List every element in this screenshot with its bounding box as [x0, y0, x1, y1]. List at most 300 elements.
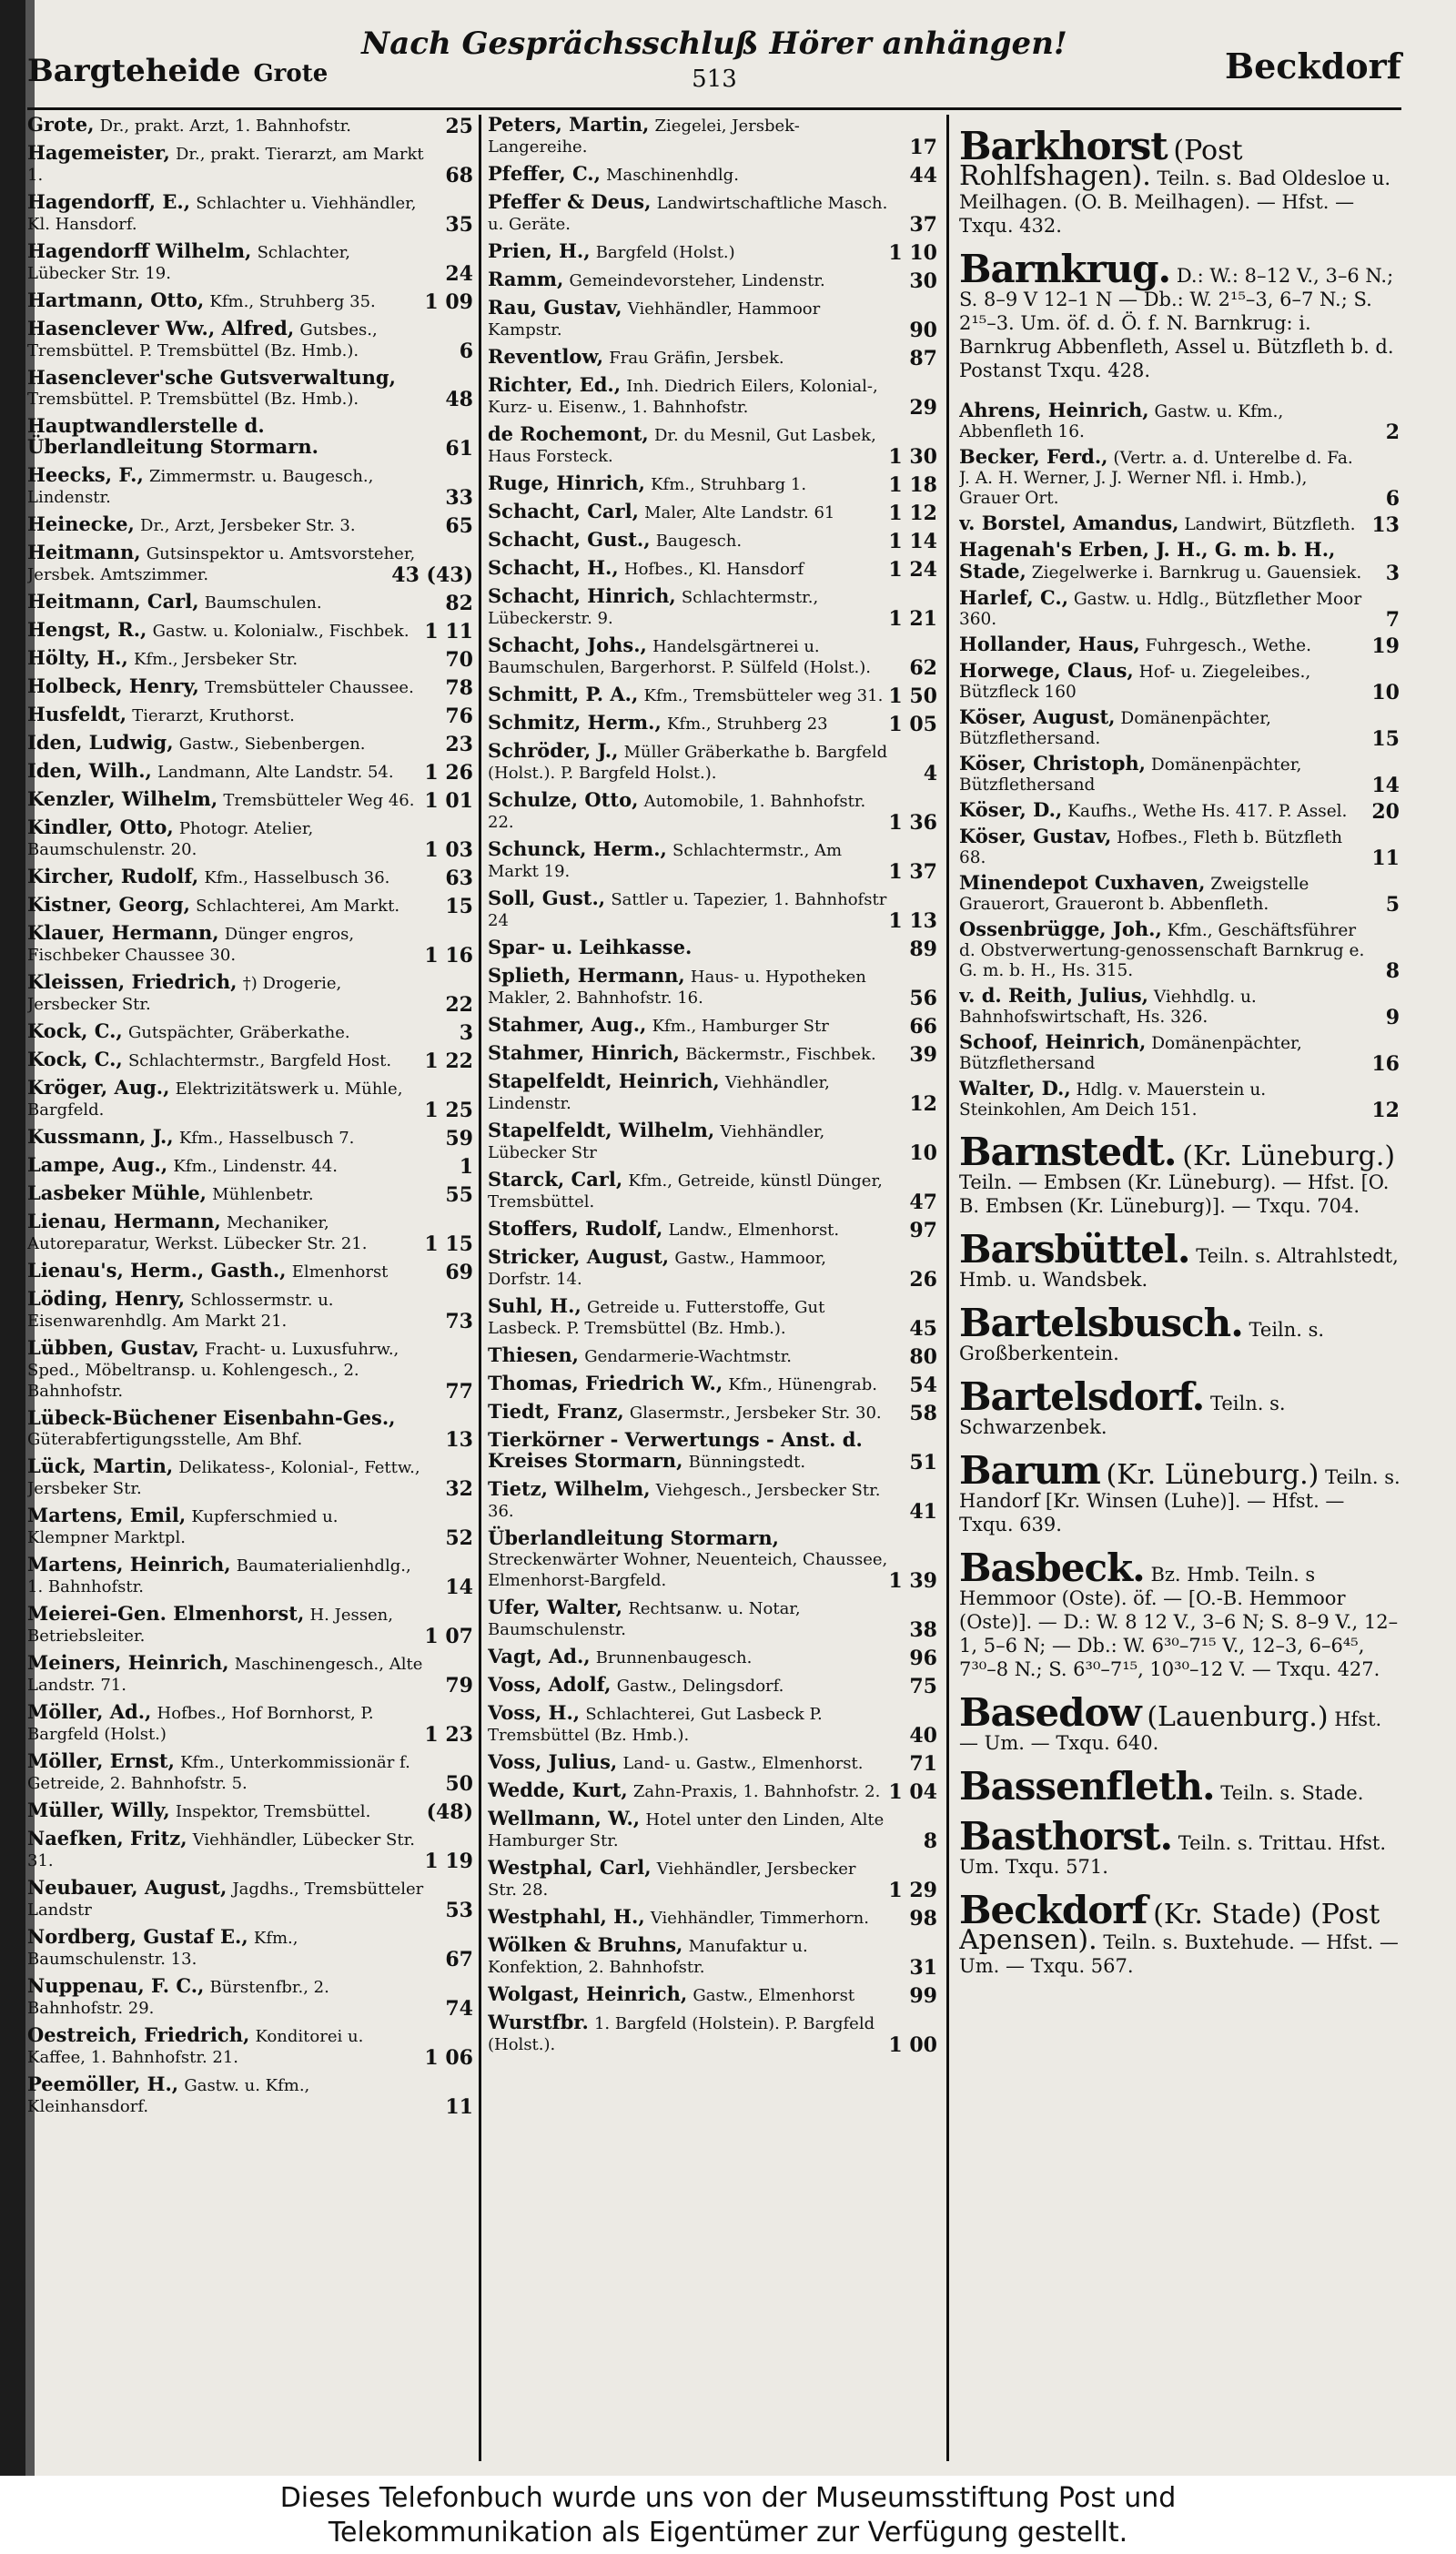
place-name: Basedow	[959, 1690, 1141, 1735]
footer-line-2: Telekommunikation als Eigentümer zur Verfügung gestellt.	[328, 2517, 1128, 2549]
phone-number: 50	[445, 1772, 473, 1796]
listing-name: Ramm,	[488, 268, 564, 290]
listing-details: Landw., Elmenhorst.	[668, 1221, 840, 1240]
phone-number: 17	[909, 136, 937, 159]
phone-number: 44	[909, 164, 937, 187]
phone-number: 1 26	[424, 761, 473, 785]
listing-details: Mühlenbetr.	[212, 1185, 314, 1204]
phone-number: 40	[909, 1724, 937, 1748]
phone-number: 11	[1371, 846, 1400, 870]
phone-number: 87	[909, 347, 937, 370]
listing-details: Mechaniker, Autoreparatur, Werkst. Lübecker Str. 21.	[27, 1213, 368, 1253]
listing-entry	[488, 1479, 939, 1522]
listing-name: Schacht, H.,	[488, 556, 619, 579]
listing-details: Kfm., Hünengrab.	[728, 1375, 877, 1394]
listing-name: Lübben, Gustav,	[27, 1336, 199, 1359]
listing-entry	[959, 919, 1401, 981]
listing-details: (Vertr. a. d. Unterelbe d. Fa. J. A. H. Werner, J. J. Werner Nfl. i. Hmb.), Grauer Ort.	[959, 449, 1353, 508]
phone-number: 22	[445, 993, 473, 1017]
phone-number: 24	[445, 262, 473, 286]
listing-details: Bürstenfbr., 2. Bahnhofstr. 29.	[27, 1978, 329, 2018]
listing-name: Wedde, Kurt,	[488, 1779, 628, 1801]
listing-entry	[488, 2012, 939, 2055]
listing-entry	[27, 465, 475, 508]
listing-name: Klauer, Hermann,	[27, 921, 219, 944]
place-name: Barkhorst	[959, 124, 1168, 168]
phone-number: 73	[445, 1310, 473, 1333]
phone-number: 1 03	[424, 838, 473, 862]
listing-name: Köser, August,	[959, 705, 1116, 728]
listing-entry	[27, 895, 475, 917]
listing-name: Pfeffer & Deus,	[488, 190, 652, 213]
phone-number: 3	[459, 1021, 473, 1045]
listing-entry	[27, 592, 475, 613]
phone-number: 1 39	[888, 1569, 937, 1593]
place-heading	[959, 1764, 1401, 1809]
listing-details: Kfm., Hamburger Str	[652, 1017, 829, 1036]
phone-number: 67	[445, 1948, 473, 1971]
listing-details: Kfm., Struhbarg 1.	[651, 475, 807, 494]
phone-number: 1 23	[424, 1723, 473, 1747]
listing-entry	[27, 1751, 475, 1794]
listing-entry	[27, 416, 475, 459]
phone-number: 1 19	[424, 1850, 473, 1873]
phone-number: 1 09	[424, 290, 473, 314]
place-qualifier: (Kr. Stade) (Post Apensen).	[959, 1899, 1380, 1956]
listing-name: Vagt, Ad.,	[488, 1645, 591, 1667]
listing-name: Ruge, Hinrich,	[488, 471, 645, 494]
listing-entry	[959, 1079, 1401, 1120]
listing-entry	[27, 1408, 475, 1450]
phone-number: 1 50	[888, 684, 937, 708]
phone-number: 54	[909, 1373, 937, 1397]
phone-number: 1 21	[888, 607, 937, 631]
listing-name: Becker, Ferd.,	[959, 445, 1108, 468]
listing-details: Gutspächter, Gräberkathe.	[127, 1023, 350, 1042]
listing-name: Hauptwandlerstelle d. Überlandleitung Stormarn.	[27, 414, 318, 458]
listing-name: Überlandleitung Stormarn,	[488, 1526, 779, 1549]
phone-number: 1 00	[888, 2033, 937, 2057]
listing-name: Voss, Julius,	[488, 1750, 618, 1773]
listing-entry	[27, 761, 475, 783]
listing-details: Hdlg. v. Mauerstein u. Steinkohlen, Am Deich 151.	[959, 1080, 1267, 1120]
listing-entry	[959, 986, 1401, 1028]
listing-entry	[27, 1456, 475, 1499]
listing-name: Peters, Martin,	[488, 115, 650, 136]
listing-details: Ziegelei, Jersbek-Langereihe.	[488, 117, 800, 157]
phone-number: 68	[445, 164, 473, 187]
place-heading	[959, 1301, 1401, 1365]
listing-name: Schacht, Johs.,	[488, 633, 647, 656]
phone-number: 1 36	[888, 811, 937, 835]
phone-number: 2	[1385, 421, 1400, 444]
listing-entry	[488, 1858, 939, 1900]
listing-details: Kfm., Geschäftsführer d. Obstverwertung-genossenschaft Barnkrug e. G. m. b. H., Hs. 315.	[959, 921, 1365, 980]
listing-details: Kfm., Jersbeker Str.	[134, 650, 298, 669]
phone-number: 55	[445, 1183, 473, 1207]
phone-number: 97	[909, 1219, 937, 1242]
listing-details: Domänenpächter, Bützflethersand	[959, 1034, 1302, 1073]
phone-number: 51	[909, 1451, 937, 1475]
listing-entry	[27, 1155, 475, 1177]
listing-entry	[27, 1653, 475, 1696]
phone-number: 56	[909, 987, 937, 1010]
phone-number: 14	[445, 1576, 473, 1599]
listing-name: Müller, Willy,	[27, 1799, 170, 1821]
listing-name: Tierkörner - Verwertungs - Anst. d. Kreises Stormarn,	[488, 1428, 863, 1472]
listing-name: Nordberg, Gustaf E.,	[27, 1925, 248, 1948]
listing-name: Kenzler, Wilhelm,	[27, 787, 218, 810]
place-heading	[959, 1690, 1401, 1755]
listing-name: Soll, Gust.,	[488, 887, 606, 909]
phone-number: 19	[1371, 634, 1400, 658]
listing-details: Gemeindevorsteher, Lindenstr.	[569, 271, 825, 290]
listing-entry	[27, 1078, 475, 1120]
listing-name: Martens, Emil,	[27, 1504, 187, 1526]
column-3	[959, 115, 1401, 2467]
listing-details: Bargfeld (Holst.)	[595, 243, 735, 262]
listing-entry	[488, 888, 939, 931]
listing-name: Schoof, Heinrich,	[959, 1030, 1147, 1053]
listing-entry	[488, 1752, 939, 1774]
listing-entry	[27, 1127, 475, 1149]
listing-entry	[488, 839, 939, 882]
listing-details: Gastw., Hammoor, Dorfstr. 14.	[488, 1249, 826, 1289]
place-info: Teiln. s. Schwarzenbek.	[959, 1393, 1286, 1438]
listing-name: Grote,	[27, 115, 95, 136]
listing-entry	[488, 1935, 939, 1978]
listing-name: Oestreich, Friedrich,	[27, 2023, 250, 2046]
listing-details: Dr., Arzt, Jersbeker Str. 3.	[140, 516, 356, 535]
phone-number: 65	[445, 514, 473, 538]
phone-number: 9	[1385, 1006, 1400, 1029]
listing-details: Schlachter, Lübecker Str. 19.	[27, 243, 350, 283]
listing-entry	[488, 269, 939, 291]
place-name: Basthorst.	[959, 1814, 1173, 1859]
listing-entry	[488, 558, 939, 580]
place-info: Hfst. — Um. — Txqu. 640.	[959, 1708, 1382, 1754]
listing-name: Nuppenau, F. C.,	[27, 1974, 205, 1997]
listing-entry	[488, 375, 939, 418]
listing-details: Hof- u. Ziegeleibes., Bützfleck 160	[959, 663, 1311, 702]
listing-entry	[488, 424, 939, 467]
listing-details: Zahn-Praxis, 1. Bahnhofstr. 2.	[632, 1782, 881, 1801]
listing-entry	[959, 447, 1401, 509]
header-rule	[27, 107, 1401, 110]
listing-name: Martens, Heinrich,	[27, 1553, 231, 1576]
listing-entry	[959, 540, 1401, 583]
phone-number: 62	[909, 656, 937, 680]
listing-details: Kfm., Struhberg 23	[666, 715, 828, 734]
listing-details: Rechtsanw. u. Notar, Baumschulenstr.	[488, 1599, 801, 1639]
listing-details: Landmann, Alte Landstr. 54.	[157, 763, 394, 782]
phone-number: 61	[445, 437, 473, 461]
listing-entry	[488, 1247, 939, 1290]
listing-entry	[488, 1984, 939, 2006]
listing-name: Heitmann,	[27, 541, 141, 563]
listing-details: Baumschulen.	[204, 593, 322, 613]
listing-entry	[27, 1800, 475, 1822]
listing-entry	[488, 1219, 939, 1241]
listing-details: Baugesch.	[655, 532, 743, 551]
listing-details: Hotel unter den Linden, Alte Hamburger Str.	[488, 1810, 885, 1850]
phone-number: 63	[445, 867, 473, 890]
listing-name: Hasenclever'sche Gutsverwaltung,	[27, 366, 396, 389]
listing-details: Viehhändler, Lübecker Str	[488, 1122, 825, 1162]
listing-name: Voss, Adolf,	[488, 1673, 612, 1696]
listing-name: Schunck, Herm.,	[488, 837, 667, 860]
listing-details: Hofbes., Kl. Hansdorf	[623, 560, 804, 579]
listing-details: Maschinenhdlg.	[606, 166, 739, 185]
phone-number: 3	[1385, 562, 1400, 585]
listing-entry	[27, 789, 475, 811]
listing-entry	[27, 1505, 475, 1548]
listing-details: Fuhrgesch., Wethe.	[1145, 636, 1311, 655]
phone-number: (48)	[426, 1800, 473, 1824]
listing-name: Kussmann, J.,	[27, 1125, 174, 1148]
phone-number: 1 37	[888, 860, 937, 884]
phone-number: 32	[445, 1477, 473, 1501]
listing-entry	[27, 319, 475, 361]
listing-details: Dr., prakt. Tierarzt, am Markt 1.	[27, 145, 424, 185]
listing-entry	[27, 514, 475, 536]
listing-name: Wölken & Bruhns,	[488, 1933, 683, 1956]
place-name: Beckdorf	[959, 1888, 1148, 1932]
page-header	[27, 25, 1401, 107]
place-info: Teiln. s. Großberkentein.	[959, 1319, 1325, 1364]
listing-details: Gastw. u. Kfm., Kleinhansdorf.	[27, 2076, 310, 2116]
place-name: Barsbüttel.	[959, 1227, 1190, 1272]
phone-number: 13	[1371, 513, 1400, 537]
listing-entry	[488, 1120, 939, 1163]
phone-number: 71	[909, 1752, 937, 1776]
listing-name: Hengst, R.,	[27, 618, 147, 641]
listing-entry	[27, 143, 475, 186]
listing-entry	[488, 741, 939, 784]
phone-number: 1	[459, 1155, 473, 1179]
phone-number: 38	[909, 1618, 937, 1642]
listing-name: de Rochemont,	[488, 422, 649, 445]
phone-number: 1 24	[888, 558, 937, 582]
phone-number: 6	[1385, 487, 1400, 511]
listing-name: Stahmer, Aug.,	[488, 1013, 647, 1036]
listing-name: Pfeffer, C.,	[488, 162, 601, 185]
listing-details: Viehgesch., Jersbecker Str. 36.	[488, 1481, 881, 1521]
phone-number: 82	[445, 592, 473, 615]
phone-number: 78	[445, 676, 473, 700]
listing-entry	[488, 1373, 939, 1395]
phone-number: 52	[445, 1526, 473, 1550]
phone-number: 1 10	[888, 241, 937, 265]
listing-entry	[27, 1878, 475, 1921]
place-name: Basbeck.	[959, 1546, 1145, 1590]
listing-details: Gastw., Delingsdorf.	[616, 1677, 784, 1696]
listing-details: H. Jessen, Betriebsleiter.	[27, 1606, 393, 1646]
listing-details: Konditorei u. Kaffee, 1. Bahnhofstr. 21.	[27, 2027, 364, 2067]
listing-name: Reventlow,	[488, 345, 604, 368]
listing-entry	[488, 1345, 939, 1367]
listing-entry	[488, 1170, 939, 1212]
listing-entry	[27, 542, 475, 585]
listing-name: Hagendorff Wilhelm,	[27, 239, 252, 262]
listing-details: Baumaterialienhdlg., 1. Bahnhofstr.	[27, 1556, 411, 1596]
listing-details: Landwirt, Bützfleth.	[1184, 515, 1356, 534]
listing-entry	[27, 1338, 475, 1402]
listing-details: Viehhändler, Timmerhorn.	[650, 1909, 869, 1928]
listing-name: Heitmann, Carl,	[27, 590, 199, 613]
phone-number: 1 13	[888, 909, 937, 933]
listing-entry	[27, 1183, 475, 1205]
phone-number: 30	[909, 269, 937, 293]
listing-details: Photogr. Atelier, Baumschulenstr. 20.	[27, 819, 314, 859]
phone-number: 59	[445, 1127, 473, 1150]
listing-details: Müller Gräberkathe b. Bargfeld (Holst.). P. Bargfeld Holst.).	[488, 743, 888, 783]
listing-details: Elmenhorst	[291, 1262, 389, 1282]
listing-details: Zweigstelle Grauerort, Graueront b. Abbenfleth.	[959, 875, 1309, 914]
listing-name: Holbeck, Henry,	[27, 674, 199, 697]
phone-number: 31	[909, 1956, 937, 1980]
listing-entry	[488, 1528, 939, 1591]
listing-details: Tremsbütteler Chaussee.	[205, 678, 414, 697]
listing-entry	[959, 826, 1401, 868]
listing-name: Schulze, Otto,	[488, 788, 639, 811]
listing-entry	[27, 290, 475, 312]
listing-details: Kfm., Struhberg 35.	[209, 292, 376, 311]
listing-name: Köser, D.,	[959, 798, 1063, 821]
listing-entry	[488, 530, 939, 552]
phone-number: 48	[445, 388, 473, 411]
listing-details: Haus- u. Hypotheken Makler, 2. Bahnhofstr. 16.	[488, 968, 866, 1008]
listing-details: Zimmermstr. u. Baugesch., Lindenstr.	[27, 467, 374, 507]
listing-entry	[488, 966, 939, 1008]
listing-name: Peemöller, H.,	[27, 2073, 179, 2095]
phone-number: 99	[909, 1984, 937, 2008]
listing-details: Delikatess-, Kolonial-, Fettw., Jersbeker Str.	[27, 1458, 420, 1498]
listing-name: Hagendorff, E.,	[27, 190, 191, 213]
phone-number: 4	[923, 762, 937, 785]
listing-name: Tiedt, Franz,	[488, 1400, 624, 1423]
listing-entry	[488, 790, 939, 833]
listing-details: Schlachterei, Gut Lasbeck P. Tremsbüttel (Bz. Hmb.).	[488, 1705, 823, 1745]
listing-details: Schlachtermstr., Bargfeld Host.	[127, 1051, 392, 1070]
listing-details: Land- u. Gastw., Elmenhorst.	[622, 1754, 864, 1773]
listing-name: Minendepot Cuxhaven,	[959, 871, 1206, 894]
listing-name: Kröger, Aug.,	[27, 1076, 170, 1099]
phone-number: 1 07	[424, 1625, 473, 1648]
listing-name: Richter, Ed.,	[488, 373, 622, 396]
listing-name: Stapelfeldt, Wilhelm,	[488, 1119, 715, 1141]
listing-entry	[27, 733, 475, 755]
listing-name: Hartmann, Otto,	[27, 289, 205, 311]
listing-name: Thiesen,	[488, 1343, 579, 1366]
listing-name: Löding, Henry,	[27, 1287, 186, 1310]
phone-number: 69	[445, 1261, 473, 1284]
listing-details: Maler, Alte Landstr. 61	[644, 503, 835, 522]
place-info: Teiln. — Embsen (Kr. Lüneburg). — Hfst. [O. B. Embsen (Kr. Lüneburg)]. — Txqu. 704.	[959, 1171, 1390, 1217]
place-heading	[959, 1814, 1401, 1879]
listing-details: Schlachtermstr., Lübeckerstr. 9.	[488, 588, 819, 628]
phone-number: 20	[1371, 800, 1400, 824]
listing-entry	[488, 473, 939, 495]
phone-number: 15	[1371, 727, 1400, 751]
listing-details: Gutsbes., Tremsbüttel. P. Tremsbüttel (Bz. Hmb.).	[27, 320, 378, 360]
listing-entry	[27, 923, 475, 966]
phone-number: 7	[1385, 608, 1400, 632]
phone-number: 80	[909, 1345, 937, 1369]
phone-number: 26	[909, 1268, 937, 1292]
phone-number: 14	[1371, 774, 1400, 797]
listing-name: Schmitz, Herm.,	[488, 711, 662, 734]
place-info: Teiln. s. Stade.	[1220, 1782, 1364, 1804]
listing-details: Domänenpächter, Bützflethersand	[959, 755, 1302, 795]
phone-number: 66	[909, 1015, 937, 1039]
phone-number: 15	[445, 895, 473, 918]
listing-details: Schlossermstr. u. Eisenwarenhdlg. Am Markt 21.	[27, 1291, 334, 1331]
listing-details: Viehhändler, Lübecker Str. 31.	[27, 1830, 415, 1870]
listing-name: Schmitt, P. A.,	[488, 683, 639, 705]
listing-name: Lübeck-Büchener Eisenbahn-Ges.,	[27, 1406, 396, 1429]
listing-name: Thomas, Friedrich W.,	[488, 1372, 723, 1394]
listing-entry	[488, 586, 939, 629]
listing-name: Lampe, Aug.,	[27, 1153, 168, 1176]
listing-entry	[27, 1049, 475, 1071]
page-number: 513	[692, 66, 737, 93]
listing-entry	[27, 1976, 475, 2019]
place-heading	[959, 1130, 1401, 1218]
listing-name: Hölty, H.,	[27, 646, 128, 669]
listing-entry	[488, 1296, 939, 1339]
header-left-sub: Grote	[253, 60, 329, 87]
phone-number: 1 22	[424, 1049, 473, 1073]
listing-name: Lück, Martin,	[27, 1454, 174, 1477]
listing-details: Sattler u. Tapezier, 1. Bahnhofstr 24	[488, 890, 887, 930]
listing-name: Westphahl, H.,	[488, 1905, 645, 1928]
listing-name: Kindler, Otto,	[27, 816, 174, 838]
phone-number: 6	[459, 340, 473, 363]
listing-entry	[959, 1032, 1401, 1074]
listing-entry	[488, 347, 939, 369]
phone-number: 1 30	[888, 445, 937, 469]
listing-details: Kfm., Hasselbusch 7.	[178, 1129, 355, 1148]
column-divider	[479, 115, 481, 2461]
listing-entry	[27, 1211, 475, 1254]
listing-details: Tremsbüttel. P. Tremsbüttel (Bz. Hmb.).	[27, 390, 359, 409]
listing-entry	[488, 937, 939, 959]
listing-name: Naefken, Fritz,	[27, 1827, 187, 1850]
listing-name: Lasbeker Mühle,	[27, 1181, 207, 1204]
place-heading	[959, 1374, 1401, 1439]
place-heading	[959, 1227, 1401, 1292]
listing-details: Kfm., Hasselbusch 36.	[204, 868, 390, 887]
listing-name: Ahrens, Heinrich,	[959, 399, 1149, 421]
listing-details: Dr., prakt. Arzt, 1. Bahnhofstr.	[99, 117, 351, 136]
listing-name: Heecks, F.,	[27, 463, 144, 486]
listing-entry	[27, 1927, 475, 1970]
listing-details: 1. Bargfeld (Holstein). P. Bargfeld (Holst.).	[488, 2014, 875, 2054]
listing-name: Lienau, Hermann,	[27, 1210, 221, 1232]
place-name: Barnstedt.	[959, 1130, 1177, 1174]
phone-number: 37	[909, 213, 937, 237]
listing-name: Hollander, Haus,	[959, 633, 1140, 655]
phone-number: 45	[909, 1317, 937, 1341]
place-heading	[959, 124, 1401, 238]
listing-name: Hagemeister,	[27, 141, 170, 164]
listing-details: Schlachterei, Am Markt.	[196, 897, 400, 916]
phone-number: 8	[923, 1829, 937, 1853]
listing-details: Gastw. u. Hdlg., Bützflether Moor 360.	[959, 590, 1362, 629]
phone-number: 39	[909, 1043, 937, 1067]
listing-name: Harlef, C.,	[959, 586, 1069, 609]
